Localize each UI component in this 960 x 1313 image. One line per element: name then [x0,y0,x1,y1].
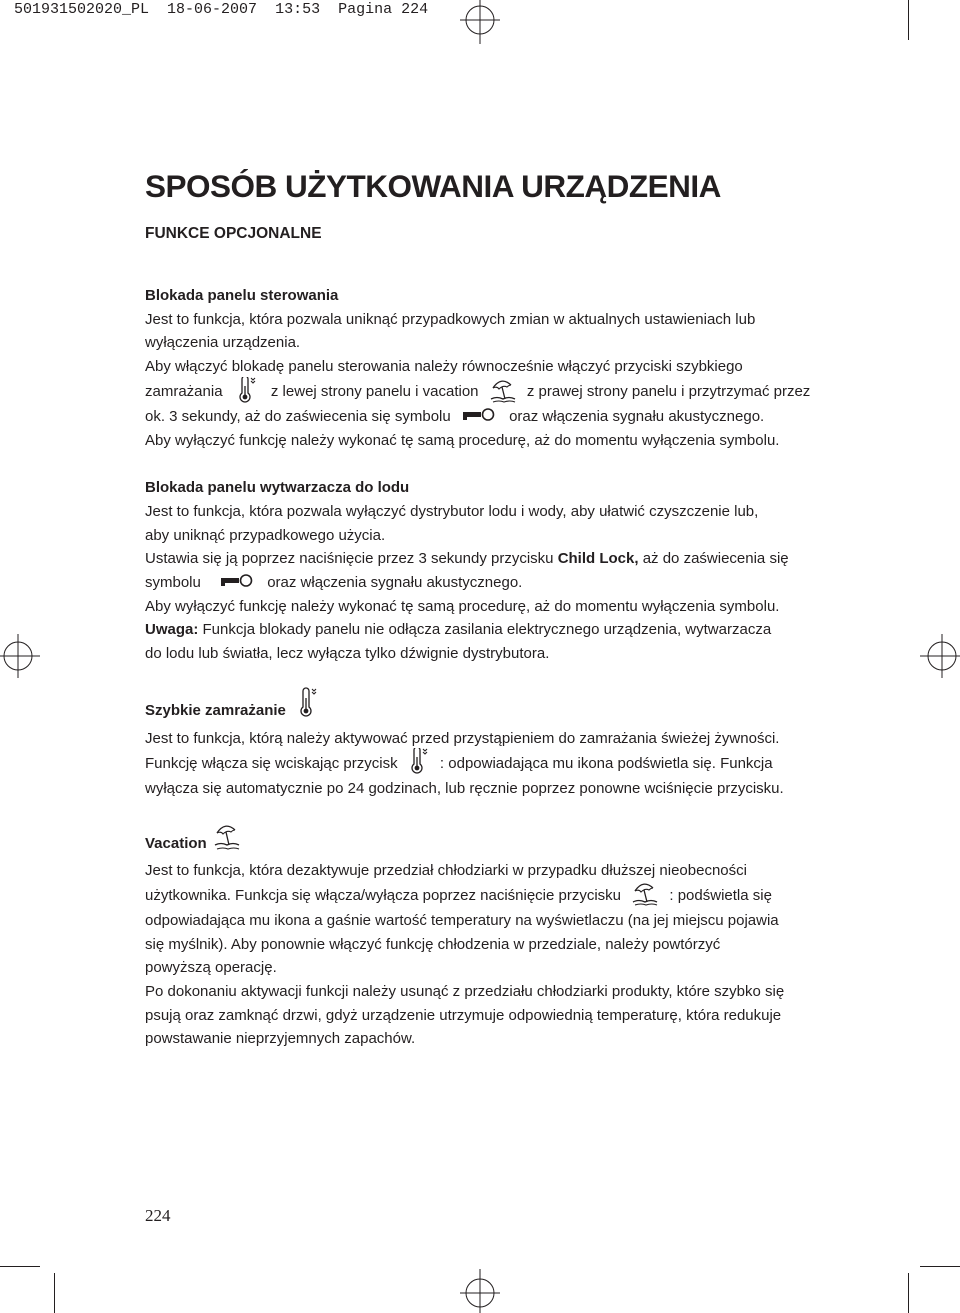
paragraph-line: Aby wyłączyć funkcję należy wykonać tę samą procedurę, aż do momentu wyłączenia symbolu. [145,431,780,449]
print-header-date: 18-06-2007 [167,1,258,18]
section-panel-lock [145,284,845,452]
text-fragment: z lewej strony panelu i vacation [270,382,479,400]
paragraph-line [145,751,845,777]
section-fast-freeze [145,695,845,800]
paragraph-line [145,547,845,571]
page-subtitle: FUNKCE OPCJONALNE [145,225,322,242]
section-heading: Blokada panelu sterowania [145,287,339,304]
print-header-time: 13:53 [275,1,321,18]
paragraph-line: powyższą operację. [145,959,277,977]
text-fragment: z prawej strony panelu i przytrzymać przez [526,382,811,400]
paragraph-line: wyłącza się automatycznie po 24 godzinach, lub ręcznie poprzez ponowne wciśnięcie przycisku. [145,779,784,797]
key-lock-icon [461,407,497,423]
text-fragment: symbolu [145,574,201,592]
paragraph-line: Aby włączyć blokadę panelu sterowania należy równocześnie włączyć przyciski szybkiego [145,358,743,376]
paragraph-line [145,379,845,405]
registration-mark-icon [458,1269,502,1313]
page-number: 224 [145,1206,171,1225]
vacation-icon [629,880,663,906]
paragraph-line: Jest to funkcja, którą należy aktywować przed przystąpieniem do zamrażania świeżej żywności. [145,729,780,747]
crop-mark-icon [908,1273,909,1313]
print-header-page: Pagina 224 [338,1,429,18]
section-heading: Blokada panelu wytwarzacza do lodu [145,479,410,497]
paragraph-line: powstawanie nieprzyjemnych zapachów. [145,1030,416,1048]
page-title: SPOSÓB UŻYTKOWANIA URZĄDZENIA [145,168,721,204]
section-heading: Szybkie zamrażanie [145,701,286,719]
crop-mark-icon [908,0,909,40]
paragraph-line: Jest to funkcja, która pozwala wyłączyć dystrybutor lodu i wody, aby ułatwić czyszczenie lub, [145,502,759,520]
paragraph-line [145,571,845,595]
crop-mark-icon [920,1266,960,1267]
paragraph-line: Po dokonaniu aktywacji funkcji należy usunąć z przedziału chłodziarki produkty, które szybko się [145,983,785,1001]
paragraph-line: wyłączenia urządzenia. [145,334,301,352]
paragraph-line: się myślnik). Aby ponownie włączyć funkcję chłodzenia w przedziale, należy powtórzyć [145,935,721,953]
registration-mark-icon [0,634,40,678]
print-header-file: 501931502020_PL [14,1,150,18]
crop-mark-icon [54,1273,55,1313]
section-heading-row [145,829,845,859]
text-fragment: Funkcja blokady panelu nie odłącza zasilania elektrycznego urządzenia, wytwarzacza [202,621,772,639]
key-lock-icon [219,573,255,589]
text-fragment: zamrażania [145,382,223,400]
paragraph-line: do lodu lub światła, lecz wyłącza tylko dźwignie dystrybutora. [145,645,550,663]
text-fragment: oraz włączenia sygnału akustycznego. [267,574,523,592]
paragraph-line: odpowiadająca mu ikona a gaśnie wartość temperatury na wyświetlaczu (na jej miejscu pojawia [145,911,779,929]
paragraph-line: Jest to funkcja, która pozwala uniknąć przypadkowych zmian w aktualnych ustawieniach lub [145,310,756,328]
vacation-icon [211,821,245,851]
paragraph-line: Jest to funkcja, która dezaktywuje przedział chłodziarki w przypadku dłuższej nieobecności [145,862,747,880]
paragraph-line: Aby wyłączyć funkcję należy wykonać tę samą procedurę, aż do momentu wyłączenia symbolu. [145,597,780,615]
paragraph-line [145,883,845,909]
registration-mark-icon [920,634,960,678]
fast-freeze-icon [231,377,263,403]
vacation-icon [487,377,521,403]
crop-mark-icon [0,1266,40,1267]
text-fragment: aż do zaświecenia się [642,550,789,568]
text-fragment: Ustawia się ją poprzez naciśnięcie przez 3 sekundy przycisku [145,550,554,568]
paragraph-line [145,405,845,429]
child-lock-label: Child Lock, [557,550,639,568]
text-fragment: Funkcję włącza się wciskając przycisk [145,754,398,772]
section-ice-lock [145,476,845,666]
note-label: Uwaga: [145,621,199,639]
section-vacation [145,829,845,1051]
text-fragment: użytkownika. Funkcja się włącza/wyłącza poprzez naciśnięcie przycisku [145,886,622,904]
text-fragment: oraz włączenia sygnału akustycznego. [509,407,765,425]
text-fragment: ok. 3 sekundy, aż do zaświecenia się symbolu [145,407,451,425]
print-header [14,1,428,18]
paragraph-line [145,618,845,642]
fast-freeze-icon [404,748,434,774]
fast-freeze-icon [292,687,324,719]
document-body [145,284,845,1051]
text-fragment: : podświetla się [669,886,772,904]
paragraph-line: aby uniknąć przypadkowego użycia. [145,526,386,544]
paragraph-line: psują oraz zamknąć drzwi, gdyż urządzenie utrzymuje odpowiednią temperaturę, która redukuje [145,1006,782,1024]
section-heading-row [145,695,845,727]
registration-mark-icon [458,0,502,44]
section-heading: Vacation [145,835,207,853]
text-fragment: : odpowiadająca mu ikona podświetla się. Funkcja [439,754,773,772]
